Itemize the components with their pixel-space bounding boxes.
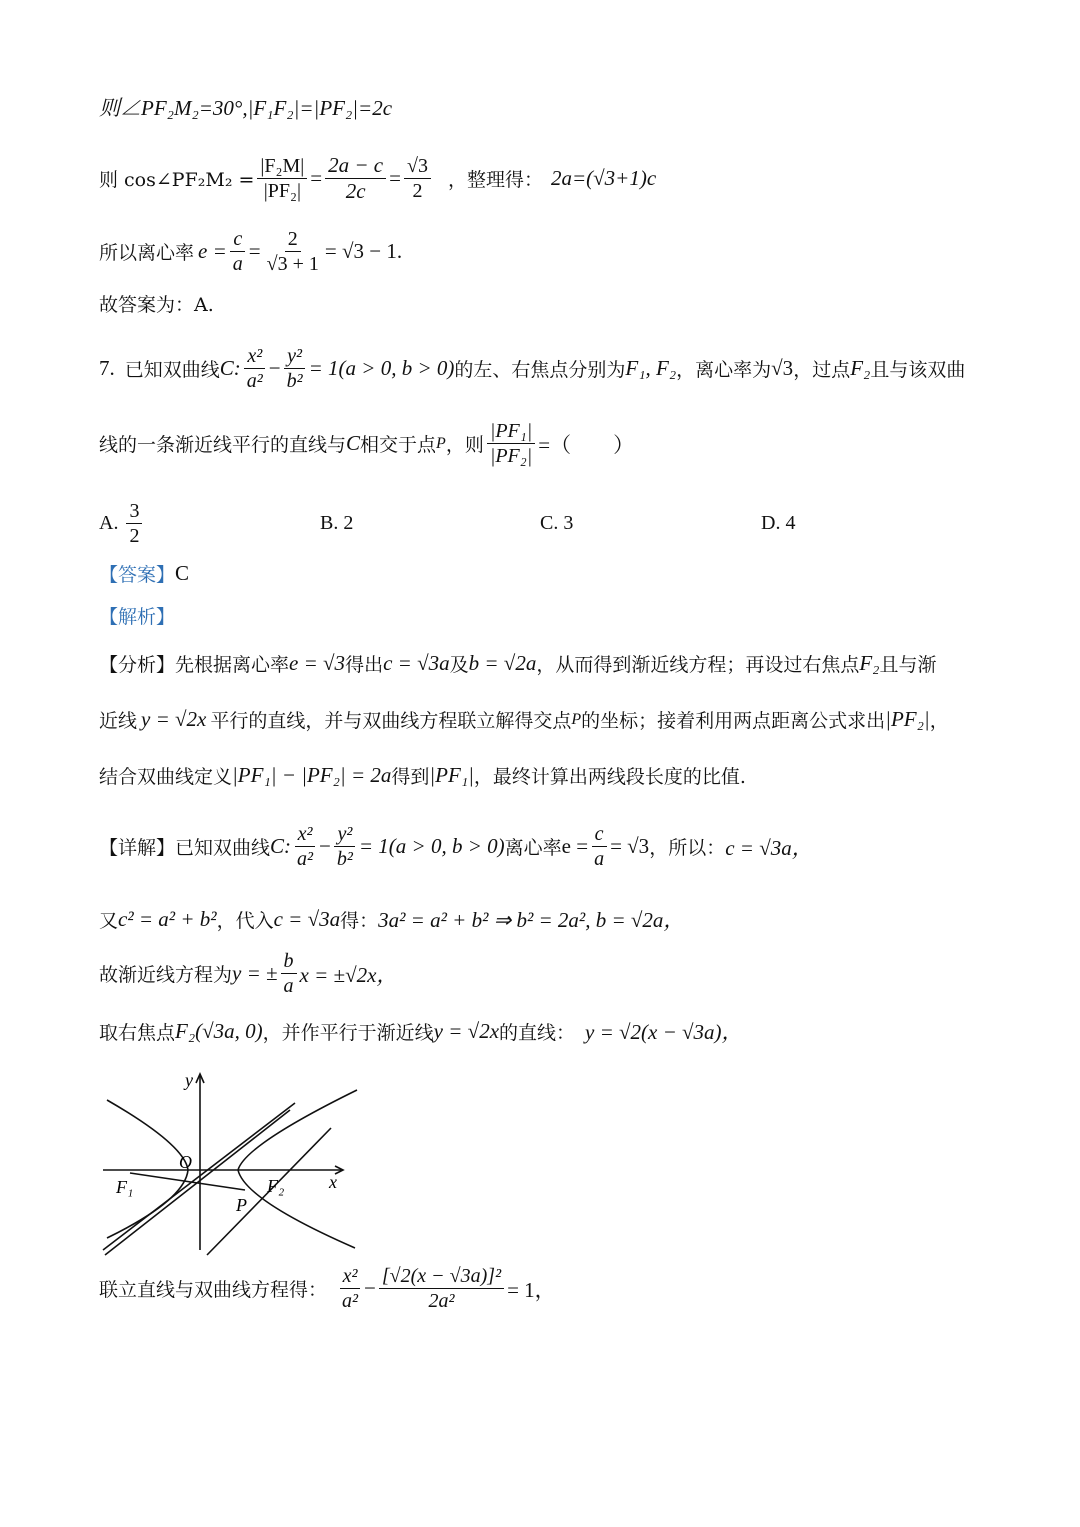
detail-line-5	[99, 1265, 556, 1312]
detail-text: ，所以：	[649, 837, 726, 859]
focal-relation: c² = a² + b²	[118, 906, 217, 931]
fraction-2-over-sqrt3-plus-1	[264, 228, 322, 275]
solution-line-eccentricity	[99, 228, 402, 275]
detail-line-3	[99, 950, 397, 997]
fraction-c-over-a	[230, 228, 246, 275]
fraction-pf1-over-pf2	[487, 420, 535, 467]
minus-sign: −	[268, 356, 281, 380]
fraction-y2-over-b2	[284, 345, 306, 392]
cos-prefix: 则 cos∠PF₂M₂ =	[99, 169, 255, 192]
simplified-result: 2a=(√3+1)c	[550, 166, 657, 191]
minus-sign: −	[319, 834, 331, 858]
fraction-b-over-a	[281, 950, 297, 997]
c-equation: c = √3a	[273, 906, 341, 931]
fraction-denominator: 2c	[345, 179, 366, 204]
fraction-numerator: c	[592, 823, 607, 847]
analysis-text: ，最终计算出两线段长度的比值.	[473, 766, 746, 788]
option-label: D. 4	[761, 512, 796, 534]
detail-text: ，并作平行于渐近线	[262, 1021, 434, 1044]
analysis-text: 得到	[391, 766, 430, 788]
asymptote-equation: y = √2x	[141, 707, 207, 731]
detail-text: 的直线：	[499, 1021, 576, 1044]
fraction-numerator: y²	[284, 345, 305, 369]
analysis-text: 得出	[345, 654, 384, 676]
question-number: 7.	[99, 356, 115, 380]
definition-equation: |PF₁| − |PF₂| = 2a	[232, 763, 392, 787]
fraction-2a-c-over-2c	[325, 154, 386, 203]
pf2-length: |PF₂|	[885, 707, 930, 731]
fraction-f2m-over-pf2	[257, 155, 307, 202]
analysis-text: ，从而得到渐近线方程；再设过右焦点	[536, 654, 860, 676]
b-equation: b = √2a	[468, 651, 537, 675]
analysis-line-3	[99, 762, 746, 789]
foci-labels: F₁, F₂	[625, 356, 677, 380]
option-label: B. 2	[320, 512, 354, 534]
b-derivation: 3a² = a² + b² ⇒ b² = 2a², b = √2a，	[378, 908, 685, 932]
fraction-x2-over-a2	[244, 345, 266, 392]
curve-name: C	[346, 431, 361, 455]
fraction-numerator: 2	[285, 228, 301, 252]
fraction-denominator: b²	[336, 848, 353, 870]
detail-text: 已知双曲线	[175, 837, 271, 859]
detail-text: 故渐近线方程为	[99, 964, 233, 986]
fraction-bracket-over-2a2	[379, 1265, 504, 1312]
fraction-numerator: 3	[126, 500, 142, 524]
fraction-numerator: [√2(x − √3a)]²	[379, 1265, 504, 1289]
fraction-denominator: a²	[246, 370, 263, 392]
fraction-numerator: √3	[404, 155, 431, 179]
fraction-numerator: b	[281, 950, 297, 974]
hyperbola-condition: = 1(a > 0, b > 0)	[308, 356, 455, 380]
detail-line-2	[99, 904, 684, 934]
label-x: x	[329, 1172, 337, 1192]
analysis-text: 平行的直线，并与双曲线方程联立解得交点	[210, 710, 572, 732]
fraction-denominator: a	[232, 253, 243, 275]
solution-line-angle	[99, 92, 392, 122]
answer-line	[99, 560, 189, 587]
detail-text: 离心率	[504, 837, 562, 859]
fraction-denominator: |PF₂|	[263, 180, 301, 203]
fraction-numerator: |F₂M|	[257, 155, 307, 179]
analysis-tag: 【分析】	[99, 654, 176, 676]
fraction-denominator: 2	[129, 525, 140, 547]
equals-sign: =	[248, 239, 261, 263]
analysis-text: 且与渐	[879, 654, 937, 676]
analysis-line-2	[99, 706, 949, 733]
left-branch	[107, 1100, 188, 1238]
answer-value: C	[175, 561, 190, 585]
label-origin: O	[179, 1152, 192, 1172]
fraction-numerator: 2a − c	[325, 154, 386, 179]
asymptote-equation: y = √2x	[433, 1018, 500, 1043]
option-b[interactable]	[320, 512, 353, 535]
question-7-stem-line-1	[99, 345, 965, 392]
equals-sign: =	[389, 166, 401, 191]
blank-paren: =（ ）	[538, 432, 635, 457]
solution-line-cos	[99, 154, 656, 203]
detail-line-4	[99, 1016, 743, 1046]
analysis-text: ，	[929, 710, 949, 732]
detail-text: ，代入	[216, 909, 274, 932]
option-label: C. 3	[540, 512, 574, 534]
stem-text: ，离心率为	[676, 359, 772, 381]
fraction-numerator: x²	[340, 1265, 361, 1289]
stem-text: 相交于点	[360, 434, 437, 456]
stem-text: 且与该双曲	[870, 359, 966, 381]
hyperbola-figure	[95, 1065, 365, 1260]
stem-text: ，则	[445, 434, 484, 456]
fraction-denominator: 2	[412, 180, 423, 203]
detail-text: 得：	[340, 909, 379, 932]
equation-result: = 1，	[507, 1277, 556, 1302]
detail-text: 联立直线与双曲线方程得：	[99, 1279, 328, 1301]
option-label: A.	[99, 512, 119, 534]
fraction-denominator: b²	[286, 370, 303, 392]
curve-name: C:	[270, 834, 292, 858]
solution-line-answer	[99, 290, 214, 317]
fraction-x2-over-a2	[339, 1265, 361, 1312]
eccentricity-symbol: e =	[561, 834, 589, 858]
detail-line-1	[99, 823, 813, 870]
focus-f2-coordinates: F₂(√3a, 0)	[175, 1018, 263, 1043]
fraction-denominator: √3 + 1	[266, 253, 319, 275]
pf1-length: |PF₁|	[429, 763, 474, 787]
asymptote-prefix: y = ±	[232, 961, 278, 985]
stem-text: ，过点	[793, 359, 851, 381]
fraction-denominator: a²	[297, 848, 314, 870]
fraction-numerator: c	[230, 228, 245, 252]
focus-f2: F₂	[850, 356, 871, 380]
option-c[interactable]	[540, 512, 573, 535]
analysis-heading: 【解析】	[99, 606, 176, 628]
stem-text: 的左、右焦点分别为	[454, 359, 626, 381]
label-f2: F₂	[267, 1176, 285, 1196]
fraction-c-over-a	[591, 823, 607, 870]
option-d[interactable]	[761, 512, 795, 535]
eccentricity-result: = √3 − 1.	[324, 239, 403, 263]
analysis-line-1	[99, 650, 937, 677]
previous-answer-text: 故答案为：A.	[99, 294, 214, 316]
fraction-y2-over-b2	[334, 823, 356, 870]
c-equation: c = √3a	[383, 651, 450, 675]
detail-tag: 【详解】	[99, 837, 176, 859]
analysis-text: 及	[449, 654, 469, 676]
asymptote-equation: x = ±√2x，	[299, 962, 398, 987]
point-p: P	[436, 434, 446, 452]
analysis-text: 结合双曲线定义	[99, 766, 233, 788]
hyperbola-condition: = 1(a > 0, b > 0)	[358, 834, 505, 858]
analysis-text: 先根据离心率	[175, 654, 290, 676]
answer-tag: 【答案】	[99, 564, 176, 586]
eccentricity-equation: e = √3	[289, 651, 346, 675]
fraction-x2-over-a2	[294, 823, 316, 870]
fraction-numerator: x²	[244, 345, 265, 369]
fraction-numerator: y²	[334, 823, 355, 847]
equals-sign: =	[310, 166, 323, 191]
c-result: c = √3a，	[725, 835, 813, 860]
fraction-numerator: x²	[295, 823, 316, 847]
focus-f2: F₂	[859, 651, 880, 675]
label-p: P	[236, 1195, 247, 1215]
stem-text: 线的一条渐近线平行的直线与	[99, 434, 347, 456]
fraction-denominator: 2a²	[428, 1290, 455, 1312]
fraction-numerator: |PF₁|	[487, 420, 535, 444]
fraction-sqrt3-over-2	[404, 155, 431, 202]
line-equation: y = √2(x − √3a)，	[585, 1020, 743, 1044]
fraction-denominator: a	[594, 848, 605, 870]
detail-text: 又	[99, 909, 119, 932]
point-p: P	[571, 710, 582, 728]
angle-equation: 则∠PF₂M₂=30°,|F₁F₂|=|PF₂|=2c	[99, 96, 393, 120]
right-branch	[238, 1090, 357, 1248]
fraction-denominator: a	[283, 975, 294, 997]
question-7-stem-line-2	[99, 420, 634, 467]
stem-text: 已知双曲线	[124, 359, 220, 381]
option-a-fraction	[126, 500, 142, 547]
analysis-text: 近线	[99, 710, 138, 732]
fraction-denominator: a²	[342, 1290, 359, 1312]
analysis-text: 的坐标；接着利用两点距离公式求出	[581, 710, 886, 732]
analysis-heading-line	[99, 602, 175, 629]
curve-name: C:	[219, 356, 241, 380]
eccentricity-value: = √3	[610, 834, 650, 858]
eccentricity-value: √3	[771, 356, 794, 380]
label-y: y	[185, 1070, 193, 1090]
detail-text: 取右焦点	[99, 1021, 176, 1044]
minus-sign: −	[364, 1276, 376, 1300]
fraction-denominator: |PF₂|	[489, 445, 533, 467]
option-a[interactable]	[99, 500, 145, 547]
simplify-text: ，整理得：	[447, 169, 543, 192]
eccentricity-prefix: 所以离心率	[99, 242, 195, 264]
label-f1: F₁	[116, 1177, 134, 1197]
eccentricity-symbol: e =	[198, 239, 227, 263]
